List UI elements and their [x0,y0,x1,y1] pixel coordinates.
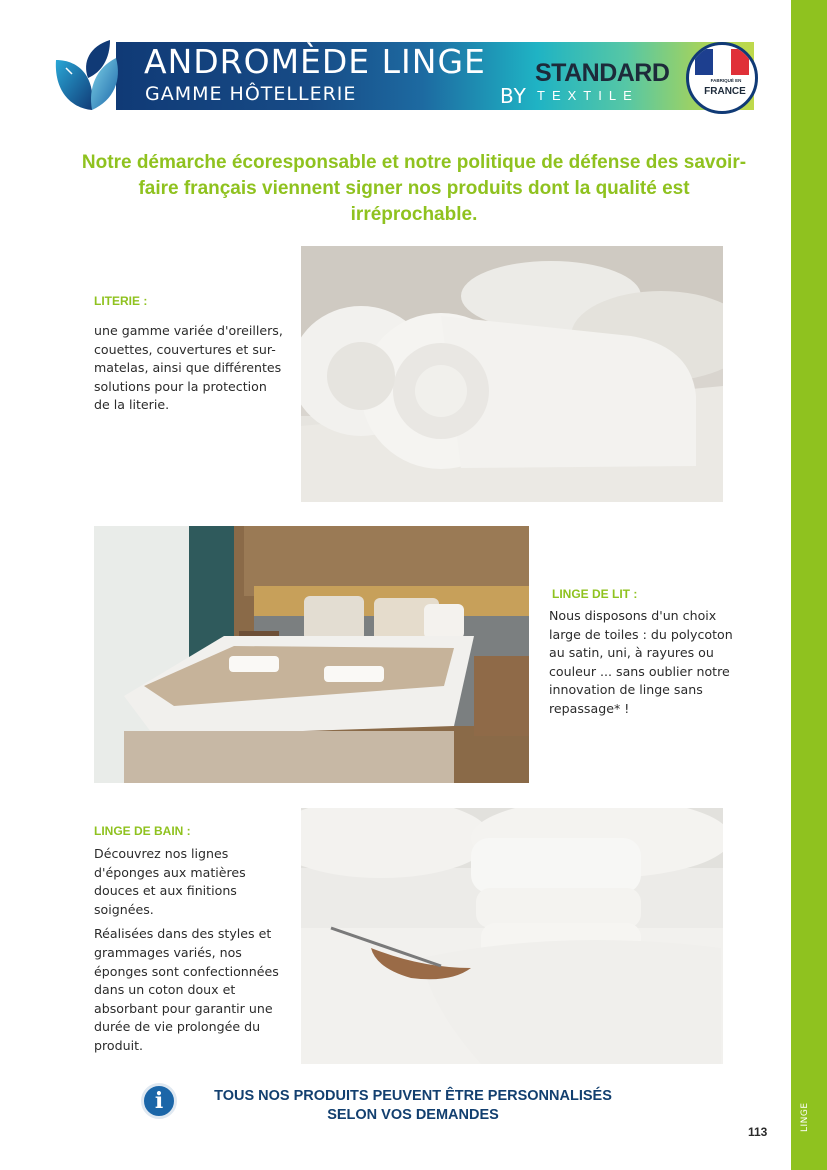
footer-line-2: SELON VOS DEMANDES [327,1107,499,1123]
paragraph: Découvrez nos lignes d'éponges aux matières douces et aux finitions soignées. [94,846,246,917]
section-body-linge-de-bain [94,845,284,1062]
paragraph: une gamme variée d'oreillers, couettes, couvertures et sur-matelas, ainsi que différentes solutions pour la protection de la literie. [94,323,283,413]
footer-line-1: TOUS NOS PRODUITS PEUVENT ÊTRE PERSONNALISÉS [214,1088,612,1104]
side-label: LINGE [800,1102,810,1132]
partner-logo-name: STANDARD [535,59,670,87]
page-number: 113 [748,1125,768,1139]
badge-small-text: FABRIQUÉ EN [710,78,742,83]
partner-logo-sub: TEXTILE [537,88,639,103]
paragraph: Réalisées dans des styles et grammages variés, nos éponges sont confectionnées dans un coton doux et absorbant pour garantir une durée de vie prolongée du produit. [94,926,279,1053]
paragraph: Nous disposons d'un choix large de toiles : du polycoton au satin, uni, à rayures ou couleur ... sans oublier notre innovation de linge sans repassage* ! [549,608,733,716]
brand-subtitle: GAMME HÔTELLERIE [145,83,357,105]
section-body-literie [94,322,286,421]
info-glyph: i [154,1088,164,1114]
footer-message [180,1087,646,1125]
intro-text: Notre démarche écoresponsable et notre politique de défense des savoir-faire français viennent signer nos produits dont la qualité est irréprochable. [81,152,747,225]
photo-bath-towels [301,808,723,1064]
photo-hotel-bedroom [94,526,529,783]
side-band [791,0,827,1170]
info-icon [141,1083,177,1119]
badge-big-text: FRANCE [704,86,746,97]
leaf-logo-icon [52,38,122,114]
section-body-linge-de-lit [549,607,739,725]
section-title-literie: LITERIE : [94,294,148,308]
section-title-linge-de-bain: LINGE DE BAIN : [94,824,191,838]
by-label: BY [500,84,527,108]
section-title-linge-de-lit: LINGE DE LIT : [552,587,638,601]
photo-rolled-duvets [301,246,723,502]
brand-title: ANDROMÈDE LINGE [144,42,486,81]
